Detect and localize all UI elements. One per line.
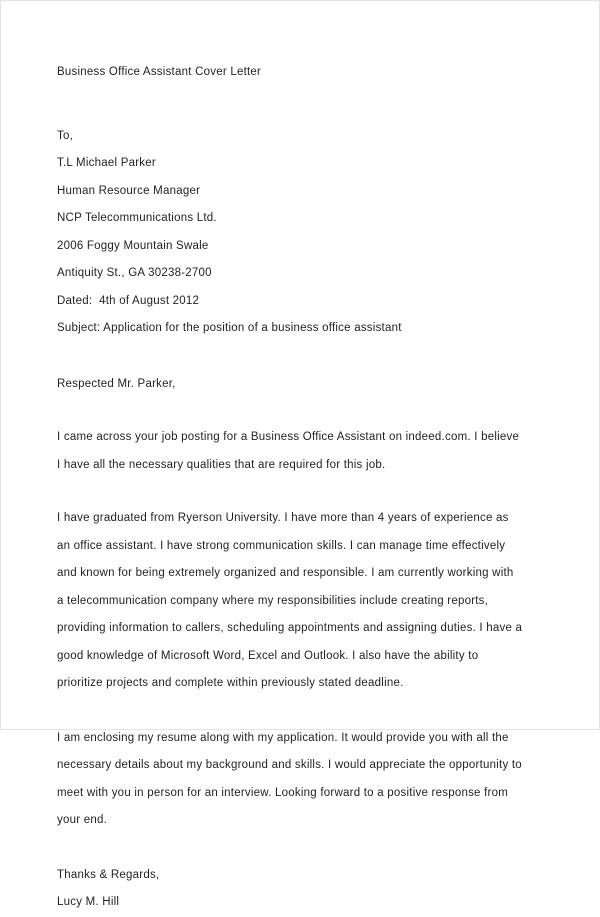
signature-block <box>57 862 523 917</box>
body-paragraph-closing: I am enclosing my resume along with my application. It would provide you with all the necessary details about my background and skills. I would appreciate the opportunity to meet with you in person for an interview. Looking forward to a positive response from your end. <box>57 731 526 826</box>
body-paragraph-intro-block <box>57 424 523 479</box>
recipient-line-job-title: Human Resource Manager <box>57 184 201 197</box>
letter-subject: Subject: Application for the position of a business office assistant <box>57 322 402 334</box>
signature-name: Lucy M. Hill <box>57 896 120 908</box>
body-paragraph-closing-block <box>57 725 526 835</box>
body-paragraph-qualifications-block <box>57 505 526 698</box>
salutation-block <box>57 371 523 399</box>
recipient-line-city-state-zip: Antiquity St., GA 30238-2700 <box>57 267 212 279</box>
document-title: Business Office Assistant Cover Letter <box>57 66 262 78</box>
recipient-line-name: T.L Michael Parker <box>57 157 156 169</box>
letter-date: Dated: 4th of August 2012 <box>57 294 200 307</box>
body-paragraph-intro: I came across your job posting for a Business Office Assistant on indeed.com. I believe I have all the necessary qualities that are required for this job. <box>57 431 523 471</box>
salutation: Respected Mr. Parker, <box>57 377 176 390</box>
recipient-address-block <box>57 123 523 343</box>
document-title-block <box>57 59 523 87</box>
recipient-line-company: NCP Telecommunications Ltd. <box>57 212 217 224</box>
closing-salutation: Thanks & Regards, <box>57 868 160 881</box>
body-paragraph-qualifications: I have graduated from Ryerson University. I have more than 4 years of experience as an office assistant. I have strong communication skills. I can manage time effectively and known for being extremely organized and responsible. I am currently working with a telecommunication company where my responsibilities include creating reports, providing information to callers, scheduling appointments and assigning duties. I have a good knowledge of Microsoft Word, Excel and Outlook. I also have the ability to prioritize projects and complete within previously stated deadline. <box>57 512 526 689</box>
recipient-line-to: To, <box>57 129 74 142</box>
document-sheet <box>57 1 526 917</box>
recipient-line-street: 2006 Foggy Mountain Swale <box>57 239 209 252</box>
